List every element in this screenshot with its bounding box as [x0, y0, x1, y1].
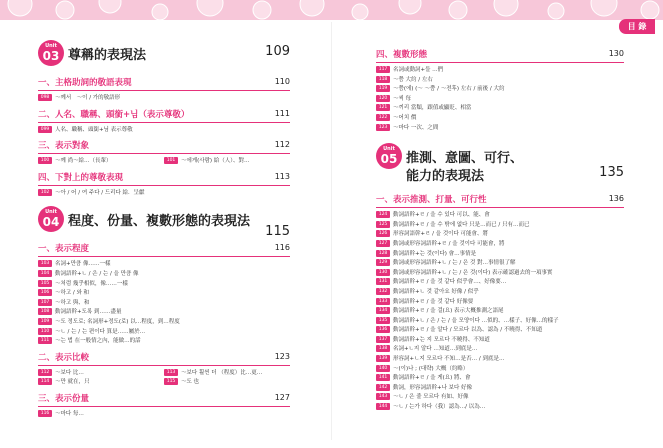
entry-number: 141 [376, 374, 390, 381]
section-title: 二、表示比較 [38, 352, 90, 363]
entry-text: ～도 也 [181, 379, 200, 386]
unit-badge [38, 40, 64, 66]
entry-number: 102 [38, 189, 52, 196]
toc-entry[interactable] [376, 95, 624, 105]
entry-text: 動詞語幹+는 것(이다) 會…事情是 [393, 250, 477, 257]
entry-number: 138 [376, 345, 390, 352]
entry-number: 130 [376, 269, 390, 276]
entry-number: 108 [38, 308, 52, 315]
page-gutter [331, 22, 332, 440]
entry-text: ～보다 比… [55, 369, 84, 376]
unit-03-sections [38, 76, 290, 198]
section-title: 一、表示推測、打量、可行性 [376, 195, 487, 206]
entry-number: 136 [376, 326, 390, 333]
toc-entry[interactable] [376, 269, 624, 279]
toc-entry[interactable] [38, 260, 290, 270]
section-page: 136 [608, 194, 624, 204]
unit-page: 115 [265, 224, 290, 240]
unit-heading-05[interactable] [376, 143, 624, 187]
entry-text: ～에게(사람) 給（人）、對… [181, 158, 250, 165]
entry-number: 107 [38, 299, 52, 306]
entry-text: 形容詞+ㄴ지 모르다 不知…是否… / 到底是… [393, 356, 505, 363]
entry-number: 131 [376, 278, 390, 285]
toc-entry[interactable] [376, 259, 624, 269]
entry-text: 動詞語幹+ㄹ / 을 걸(요) 表示大概推測之語尾 [393, 308, 504, 315]
section-heading[interactable] [38, 242, 290, 257]
toc-entry[interactable] [38, 280, 290, 290]
section-title: 三、表示份量 [38, 393, 90, 404]
entry-number: 113 [164, 369, 178, 376]
unit-number: 05 [380, 152, 398, 167]
entry-number: 105 [38, 280, 52, 287]
entry-number: 140 [376, 365, 390, 372]
section-page: 127 [274, 392, 290, 402]
entry-text: 形容詞語幹+ㄹ / 을 것이다 可能會、將 [393, 231, 489, 238]
section-title: 四、複數形態 [376, 50, 428, 60]
toc-entry[interactable] [164, 378, 290, 388]
toc-entry[interactable] [376, 403, 624, 413]
entry-text: ～아 / 어 / 여 주다 / 드리다 給．呈獻 [55, 189, 145, 196]
toc-entry-row [38, 378, 290, 388]
entry-number: 120 [376, 95, 390, 102]
section-heading[interactable] [38, 351, 290, 366]
entry-text: 動詞或形容詞語幹+ㄴ / 는 / 은 것(이다) 表示確認過去的一項事實 [393, 269, 553, 276]
entry-number: 124 [376, 211, 390, 218]
toc-entry[interactable] [376, 345, 624, 355]
toc-entry[interactable] [376, 114, 624, 124]
entry-number: 100 [38, 157, 52, 164]
entry-text: 動詞或形容詞語幹+ㄴ / 는 / 은 것 對…事情很了解 [393, 260, 516, 267]
unit-page: 109 [265, 44, 290, 59]
entry-number: 118 [376, 76, 390, 83]
entry-number: 144 [376, 403, 390, 410]
toc-entry[interactable] [38, 157, 164, 167]
unit-heading-03[interactable] [38, 40, 290, 70]
contents-tab[interactable]: 目 錄 [619, 19, 655, 34]
entry-number: 098 [38, 94, 52, 101]
section-page: 123 [274, 351, 290, 361]
section-heading[interactable] [38, 392, 290, 407]
entry-text: ～보다 훨씬 더 （程度）比…更… [181, 369, 263, 376]
entry-text: ～하고 與、和 [55, 299, 90, 306]
entry-text: 人名、職稱、頭銜+님 表示尊敬 [55, 126, 133, 133]
entry-number: 116 [38, 410, 52, 417]
right-page [376, 44, 624, 413]
entry-number: 125 [376, 221, 390, 228]
toc-entry[interactable] [376, 298, 624, 308]
entry-text: ～만 就在，只 [55, 379, 90, 386]
entry-text: ～도 정도로; 名詞形+정도(로) 以…程度，到…程度 [55, 318, 180, 325]
entry-text: 動詞語幹+ㄹ / 을 수 있다 可以、能、會 [393, 212, 490, 219]
unit-04-sections [38, 242, 290, 419]
section-heading[interactable] [38, 108, 290, 123]
toc-entry[interactable] [164, 369, 290, 379]
entry-text: 動詞語幹+ㄹ / 을 게(요) 將、會 [393, 375, 471, 382]
entry-number: 137 [376, 336, 390, 343]
toc-entry[interactable] [38, 126, 290, 136]
toc-entry[interactable] [38, 289, 290, 299]
toc-entry[interactable] [38, 328, 290, 338]
entry-text: 動詞語幹+도록 到……盡量 [55, 309, 122, 316]
toc-entry[interactable] [376, 326, 624, 336]
section-title: 二、人名、職稱、頭銜+님（表示尊敬） [38, 109, 190, 120]
toc-entry[interactable] [376, 384, 624, 394]
entry-text: ～마다 每… [55, 410, 84, 417]
entry-text: 動詞，形容詞語幹+나 보다 好像 [393, 384, 473, 391]
entry-text: ～께 尚～給…（長輩） [55, 158, 112, 165]
toc-entry-row [38, 369, 290, 379]
section-heading[interactable] [38, 139, 290, 154]
toc-entry[interactable] [164, 157, 290, 167]
section-heading[interactable] [38, 76, 290, 91]
entry-text: ～(이)나 ; (대략) 大概（約略） [393, 365, 469, 372]
toc-entry[interactable] [376, 355, 624, 365]
toc-entry-row [38, 157, 290, 167]
entry-number: 117 [376, 66, 390, 73]
entry-number: 135 [376, 317, 390, 324]
entry-text: 動詞語幹+ㄹ / 을 수 밖에 없다 只是…而已 / 只有…而已 [393, 221, 530, 228]
entry-text: ～처럼 幾乎相似，像……一樣 [55, 280, 128, 287]
toc-entry[interactable] [376, 240, 624, 250]
entry-number: 127 [376, 240, 390, 247]
entry-number: 101 [164, 157, 178, 164]
entry-number: 128 [376, 250, 390, 257]
section-title: 四、下對上的尊敬表現 [38, 172, 124, 183]
entry-number: 110 [38, 328, 52, 335]
toc-entry[interactable] [376, 124, 624, 134]
section-heading[interactable] [376, 193, 624, 208]
section-page: 112 [274, 140, 290, 150]
section-page: 113 [274, 171, 290, 181]
toc-entry[interactable] [38, 378, 164, 388]
entry-text: 動詞語幹+ㄴ 것 같아요 好像 / 似乎 [393, 288, 479, 295]
entry-number: 119 [376, 85, 390, 92]
entry-number: 111 [38, 337, 52, 344]
section-heading[interactable] [38, 171, 290, 186]
entry-text: 動詞或形容詞語幹+ㄹ / 을 것이다 可能會，將 [393, 240, 505, 247]
unit-05-sections [376, 193, 624, 412]
entry-text: ～하고 / 와 和 [55, 290, 90, 297]
entry-number: 126 [376, 230, 390, 237]
toc-entry[interactable] [376, 76, 624, 86]
entry-text: ～마다 一次、之間 [393, 124, 439, 131]
section-heading[interactable] [376, 48, 624, 63]
entry-number: 123 [376, 124, 390, 131]
section-title: 一、主格助詞的敬語表現 [38, 78, 132, 88]
toc-entry[interactable] [38, 94, 290, 104]
entry-text: ～는 법 在一般情之內，能做…的話 [55, 338, 141, 345]
entry-text: 動詞語幹+ㄹ / 을 것 같다 似乎會…、好像要… [393, 279, 507, 286]
entry-number: 115 [164, 378, 178, 385]
entry-number: 121 [376, 104, 390, 111]
entry-number: 112 [38, 369, 52, 376]
toc-entry[interactable] [376, 374, 624, 384]
entry-text: 動詞語幹+ㄹ / 을 알다 / 모르다 以為、認為 / 不曉得、不知道 [393, 327, 543, 334]
entry-text: ～쯤(에) (～ ～쯤 / ～전후) 左右 / 前後 / 大約 [393, 86, 505, 93]
unit-word: Unit [45, 209, 57, 216]
left-page [38, 40, 290, 420]
toc-entry[interactable] [376, 221, 624, 231]
entry-text: ～쯤 大約 / 左右 [393, 76, 433, 83]
unit-number: 03 [42, 49, 60, 63]
unit-title-line-1: 推測、意圖、可行、 [406, 151, 524, 167]
section-page: 130 [608, 49, 624, 58]
toc-entry[interactable] [38, 337, 290, 347]
unit-title: 程度、份量、複數形態的表現法 [68, 214, 251, 230]
entry-text: ～어치 價 [393, 114, 417, 121]
unit-title: 尊稱的表現法 [68, 48, 147, 63]
toc-entry[interactable] [376, 288, 624, 298]
toc-entry[interactable] [376, 336, 624, 346]
entry-number: 103 [38, 260, 52, 267]
section-page: 110 [274, 77, 290, 86]
toc-entry[interactable] [376, 211, 624, 221]
entry-text: ～ㄴ / 는가 하다（我）認為…/ 以為… [393, 404, 486, 411]
unit-page: 135 [599, 165, 624, 181]
entry-text: ～ㄴ / 는 / 는 편이다 算是……屬於… [55, 328, 146, 335]
toc-entry[interactable] [376, 365, 624, 375]
toc-entry[interactable] [376, 393, 624, 403]
toc-entry[interactable] [38, 308, 290, 318]
section-title: 一、表示程度 [38, 244, 90, 255]
unit-badge [38, 206, 64, 232]
toc-entry[interactable] [376, 104, 624, 114]
toc-entry[interactable] [376, 278, 624, 288]
toc-entry[interactable] [38, 318, 290, 328]
entry-number: 099 [38, 126, 52, 133]
toc-entry[interactable] [38, 410, 290, 420]
unit-word: Unit [383, 146, 395, 153]
entry-number: 142 [376, 384, 390, 391]
section-plural-forms [376, 48, 624, 133]
section-title: 三、表示對象 [38, 141, 90, 152]
toc-entry[interactable] [38, 299, 290, 309]
entry-number: 109 [38, 318, 52, 325]
unit-title-line-2: 能力的表現法 [406, 169, 485, 185]
entry-text: 名詞+ㄴ지 알다 …知道…到底是… [393, 346, 478, 353]
entry-number: 143 [376, 393, 390, 400]
unit-word: Unit [45, 43, 57, 49]
entry-number: 122 [376, 114, 390, 121]
toc-entry[interactable] [38, 189, 290, 199]
entry-text: ～께서 ～이 / 가的敬語形 [55, 95, 121, 101]
entry-text: ～씩 每 [393, 95, 412, 102]
entry-number: 134 [376, 307, 390, 314]
unit-badge [376, 143, 402, 169]
entry-text: 動詞語幹+ㄹ / 을 것 같다 好像要 [393, 298, 474, 305]
toc-entry[interactable] [38, 369, 164, 379]
entry-number: 132 [376, 288, 390, 295]
entry-text: 名詞或動詞+들 …們 [393, 67, 444, 73]
toc-entry[interactable] [376, 307, 624, 317]
entry-number: 133 [376, 298, 390, 305]
entry-number: 139 [376, 355, 390, 362]
entry-number: 114 [38, 378, 52, 385]
entry-text: 名詞+만큼 像……一樣 [55, 261, 111, 268]
toc-entry[interactable] [376, 230, 624, 240]
entry-text: ～끼리 當類，跟值或顯貶、相當 [393, 105, 472, 112]
unit-heading-04[interactable] [38, 206, 290, 240]
entry-text: 動詞語幹+는 지 모르다 不曉得、不知道 [393, 336, 490, 343]
entry-text: 動詞語幹+ㄴ / 은 / 는 / 을 모양이다 …似的、…樣子、好像…的樣子 [393, 317, 559, 324]
toc-entry[interactable] [376, 85, 624, 95]
toc-entry[interactable] [376, 317, 624, 327]
unit-number: 04 [42, 215, 60, 230]
entry-number: 129 [376, 259, 390, 266]
entry-number: 104 [38, 270, 52, 277]
toc-entry[interactable] [376, 250, 624, 260]
decorative-header-band [0, 0, 663, 20]
entry-text: ～ㄴ / 은 줄 모르다 有如、好像 [393, 394, 469, 401]
entry-text: 動詞語幹+ㄴ / 은 / 는 / 을 만큼 像 [55, 270, 139, 277]
toc-entry[interactable] [376, 66, 624, 76]
section-page: 116 [274, 243, 290, 253]
section-page: 111 [274, 108, 290, 118]
entry-number: 106 [38, 289, 52, 296]
toc-entry[interactable] [38, 270, 290, 280]
